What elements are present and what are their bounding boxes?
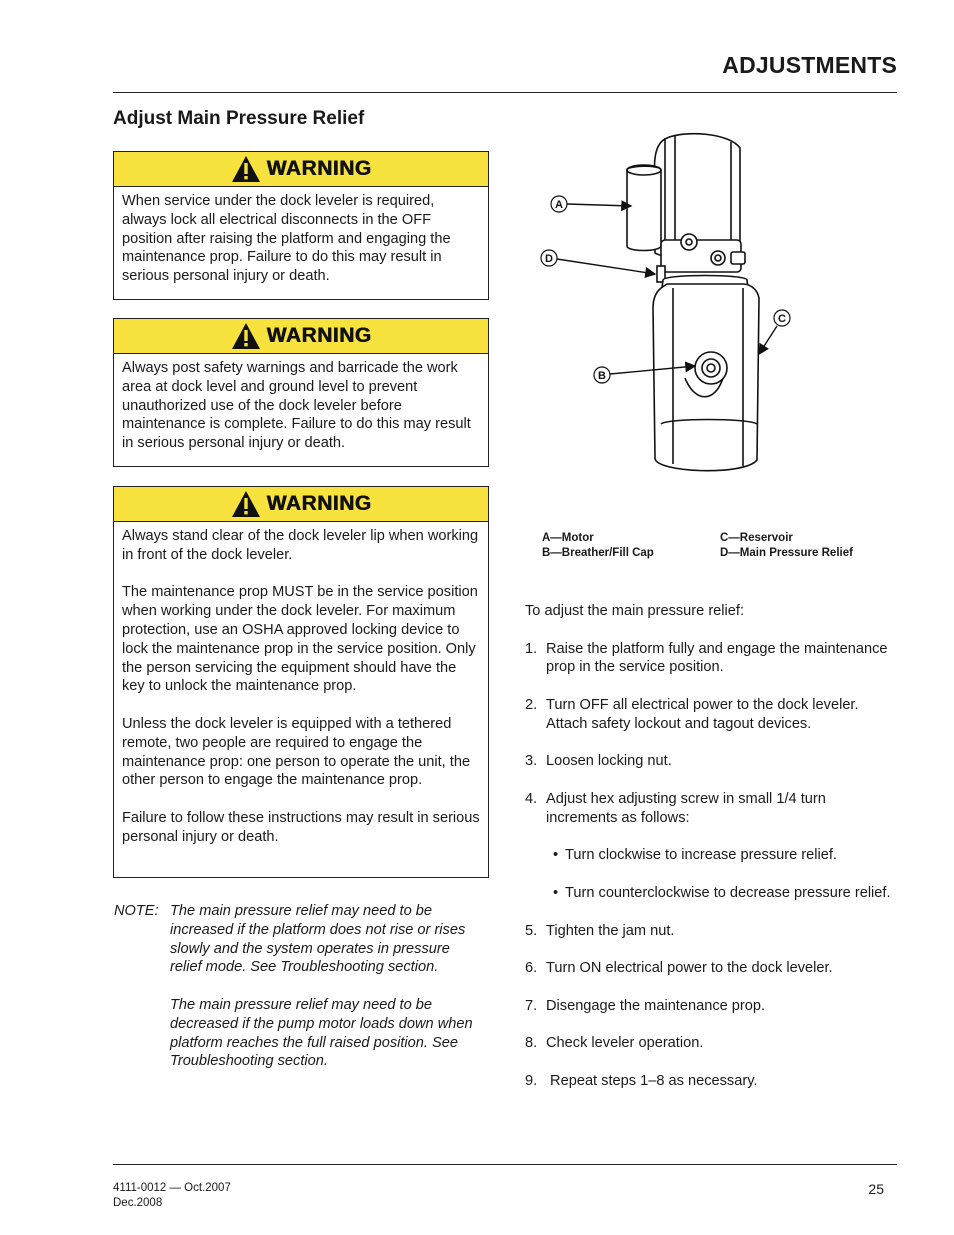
bullet-item: • Turn clockwise to increase pressure relief. <box>553 847 837 864</box>
warning-paragraph: Unless the dock leveler is equipped with a tethered remote, two people are required to engage the maintenance prop: one person to operate the unit, the other person to engage the maintenance prop. <box>122 715 471 789</box>
warning-box-3 <box>113 486 489 878</box>
procedure-intro: To adjust the main pressure relief: <box>525 603 745 619</box>
warning-paragraph: Always post safety warnings and barricade the work area at dock level and ground level to prevent unauthorized use of the dock leveler before maintenance is complete. Failure to do this may result in serious personal injury or death. <box>122 360 471 452</box>
warning-label: WARNING <box>266 157 372 180</box>
doc-number: 4111-0012 — Oct.2007 <box>113 1182 231 1194</box>
warning-triangle-icon <box>231 155 261 183</box>
bullet-dot: • <box>553 884 559 901</box>
list-item: 8. Check leveler operation. <box>525 1035 704 1052</box>
bottom-divider <box>113 1164 897 1165</box>
page-number: 25 <box>868 1181 884 1197</box>
svg-text:D: D <box>545 253 553 265</box>
legend-item: C—Reservoir <box>720 532 793 544</box>
warning-paragraph: Always stand clear of the dock leveler lip when working in front of the dock leveler. <box>122 528 479 563</box>
list-item: 2. Turn OFF all electrical power to the dock leveler. Attach safety lockout and tagout devices. <box>525 696 859 732</box>
list-item: 1. Raise the platform fully and engage the maintenance prop in the service position. <box>525 640 888 676</box>
warning-label: WARNING <box>266 324 372 347</box>
warning-header <box>114 319 488 354</box>
list-item: 7. Disengage the maintenance prop. <box>525 997 766 1014</box>
top-divider <box>113 92 897 93</box>
list-item: 4. Adjust hex adjusting screw in small 1/4 turn increments as follows: <box>525 790 826 826</box>
list-item: 9. Repeat steps 1–8 as necessary. <box>525 1072 758 1089</box>
callout-a <box>551 196 631 212</box>
warning-header <box>114 152 488 187</box>
bullet-item: • Turn counterclockwise to decrease pressure relief. <box>553 884 891 901</box>
callout-c <box>759 310 790 354</box>
list-item: 3. Loosen locking nut. <box>525 753 672 770</box>
legend-item: D—Main Pressure Relief <box>720 547 853 559</box>
warning-text <box>114 522 488 855</box>
doc-date: Dec.2008 <box>113 1197 163 1209</box>
procedure-list <box>525 602 897 1110</box>
note-paragraph: The main pressure relief may need to be decreased if the pump motor loads down when platform reaches the full raised position. See Troubleshooting section. <box>170 996 473 1070</box>
note-paragraph: The main pressure relief may need to be increased if the platform does not rise or rises slowly and the system operates in pressure relief mode. See Troubleshooting section. <box>170 903 466 976</box>
list-item: 6. Turn ON electrical power to the dock leveler. <box>525 960 833 977</box>
legend-item: A—Motor <box>542 532 594 544</box>
warning-paragraph: The maintenance prop MUST be in the service position when working under the dock leveler. For maximum protection, use an OSHA approved locking device to lock the maintenance prop in the service position. Only the person servicing the equipment should have the key to unlock the maintenance prop. <box>122 584 478 695</box>
legend-item: B—Breather/Fill Cap <box>542 547 654 559</box>
warning-text <box>114 187 488 294</box>
section-title: ADJUSTMENTS <box>722 52 897 78</box>
footer-doc-info <box>113 1181 231 1211</box>
pump-unit-drawing <box>627 134 759 471</box>
warning-triangle-icon <box>231 490 261 518</box>
warning-label: WARNING <box>266 492 372 515</box>
warning-triangle-icon <box>231 322 261 350</box>
warning-header <box>114 487 488 522</box>
power-unit-diagram <box>535 128 795 490</box>
list-item: 5. Tighten the jam nut. <box>525 922 675 939</box>
note-block <box>114 902 474 1071</box>
svg-text:C: C <box>778 313 786 325</box>
note-label: NOTE: <box>114 903 159 919</box>
warning-box-1 <box>113 151 489 300</box>
warning-box-2 <box>113 318 489 467</box>
diagram-legend <box>542 531 882 561</box>
svg-text:B: B <box>598 370 606 382</box>
warning-paragraph: Failure to follow these instructions may result in serious personal injury or death. <box>122 809 480 845</box>
warning-paragraph: When service under the dock leveler is required, always lock all electrical disconnects in the OFF position after raising the platform and engaging the maintenance prop. Failure to do this may result in serious personal injury or death. <box>122 193 451 285</box>
warning-text <box>114 354 488 461</box>
page-heading: Adjust Main Pressure Relief <box>113 108 365 129</box>
bullet-dot: • <box>553 847 559 864</box>
callout-d <box>541 250 655 274</box>
svg-text:A: A <box>555 199 563 211</box>
